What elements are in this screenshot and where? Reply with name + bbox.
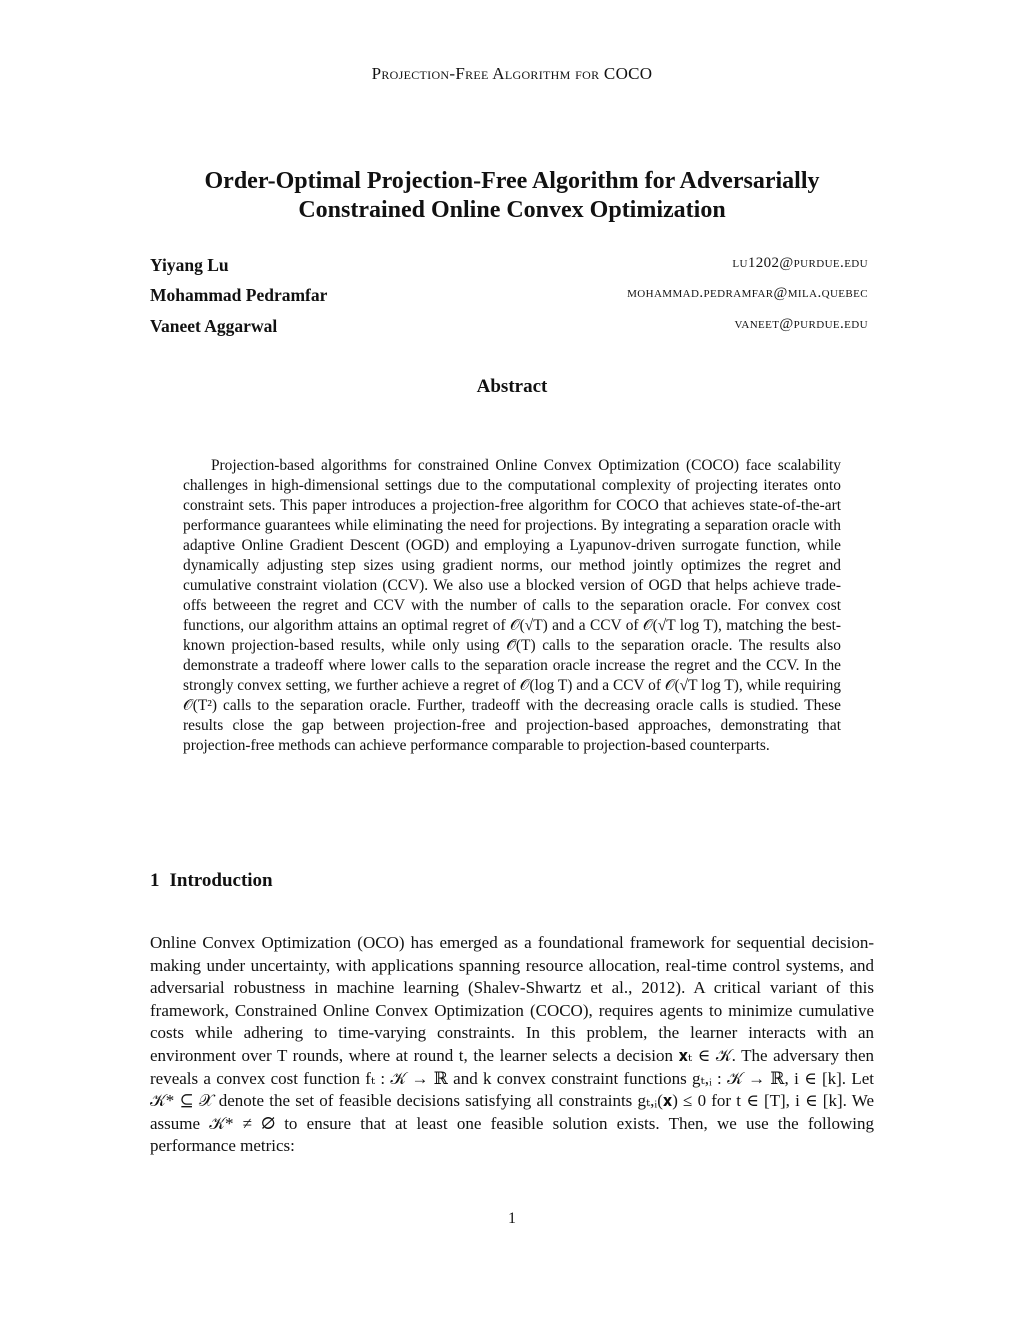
abstract-body: Projection-based algorithms for constrained Online Convex Optimization (COCO) face scalability challenges in high-dimensional settings due to the computational complexity of projecting iterates onto constraint sets. This paper introduces a projection-free algorithm for COCO that achieves state-of-the-art performance guarantees while eliminating the need for projections. By integrating a separation oracle with adaptive Online Gradient Descent (OGD) and employing a Lyapunov-driven surrogate function, while dynamically adjusting step sizes using gradient norms, our method jointly optimizes the regret and cumulative constraint violation (CCV). We also use a blocked version of OGD that helps achieve trade-offs betweeen the regret and CCV with the number of calls to the separation oracle. For convex cost functions, our algorithm attains an optimal regret of 𝒪(√T) and a CCV of 𝒪(√T log T), matching the best-known projection-based results, while only using 𝒪̃(T) calls to the separation oracle. The results also demonstrate a tradeoff where lower calls to the separation oracle increase the regret and the CCV. In the strongly convex setting, we further achieve a regret of 𝒪(log T) and a CCV of 𝒪(√T log T), while requiring 𝒪(T²) calls to the separation oracle. Further, tradeoff with the decreasing oracle calls is studied. These results close the gap between projection-free and projection-based approaches, demonstrating that projection-free methods can achieve performance comparable to projection-based counterparts. (183, 457, 841, 754)
author-name: Vaneet Aggarwal (150, 316, 278, 336)
section-heading (150, 870, 273, 892)
author-name: Mohammad Pedramfar (150, 285, 328, 305)
abstract-heading: Abstract (476, 376, 548, 397)
paper-title: Order-Optimal Projection-Free Algorithm for Adversarially Constrained Online Convex Optimization (204, 168, 820, 223)
author-name: Yiyang Lu (150, 255, 229, 275)
author-email: mohammad.pedramfar@mila.quebec (627, 285, 868, 301)
author-email: lu1202@purdue.edu (732, 255, 868, 271)
section-title: Introduction (169, 870, 273, 891)
running-head: Projection-Free Algorithm for COCO (371, 64, 653, 83)
author-row (150, 255, 868, 277)
page-number: 1 (508, 1210, 516, 1227)
author-row (150, 316, 868, 338)
author-email: vaneet@purdue.edu (734, 316, 868, 332)
intro-paragraph: Online Convex Optimization (OCO) has emerged as a foundational framework for sequential decision-making under uncertainty, with applications spanning resource allocation, real-time control systems, and adversarial robustness in machine learning (Shalev-Shwartz et al., 2012). A critical variant of this framework, Constrained Online Convex Optimization (COCO), requires agents to minimize cumulative costs while adhering to time-varying constraints. In this problem, the learner interacts with an environment over T rounds, where at round t, the learner selects a decision 𝐱ₜ ∈ 𝒦. The adversary then reveals a convex cost function fₜ : 𝒦 → ℝ and k convex constraint functions gₜ,ᵢ : 𝒦 → ℝ, i ∈ [k]. Let 𝒦* ⊆ 𝒳 denote the set of feasible decisions satisfying all constraints gₜ,ᵢ(𝐱) ≤ 0 for t ∈ [T], i ∈ [k]. We assume 𝒦* ≠ ∅ to ensure that at least one feasible solution exists. Then, we use the following performance metrics: (150, 933, 874, 1156)
section-number: 1 (150, 870, 160, 891)
author-row (150, 285, 868, 307)
